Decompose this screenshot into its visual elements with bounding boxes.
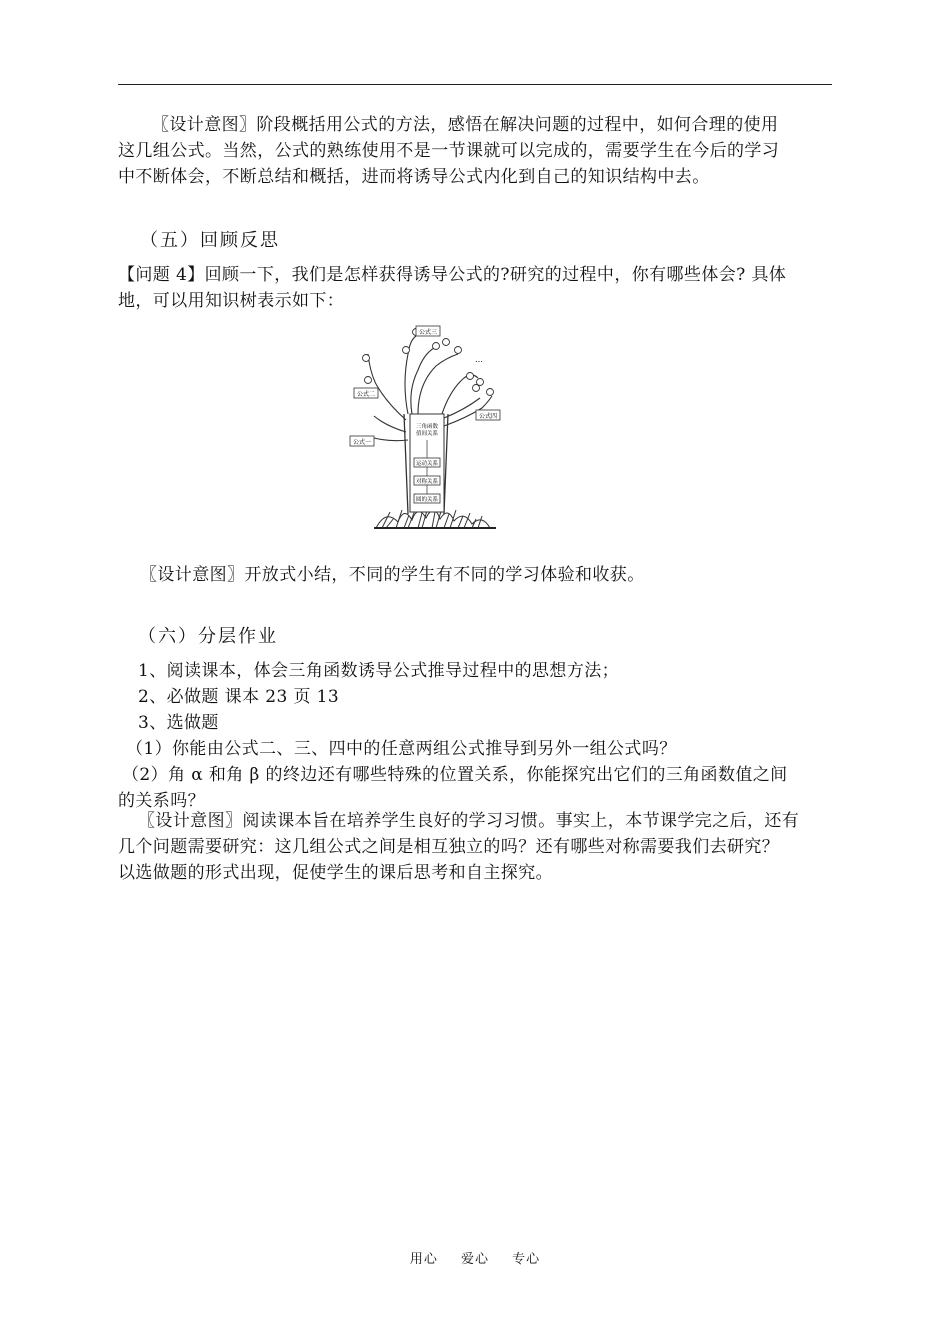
section-heading-review: （五）回顾反思 [140,230,280,251]
text-line: 〖设计意图〗阶段概括用公式的方法，感悟在解决问题的过程中，如何合理的使用 [152,115,779,135]
text-line: 几个问题需要研究：这几组公式之间是相互独立的吗？还有哪些对称需要我们去研究？ [118,837,780,857]
tree-leaves [363,329,494,396]
list-item: 3、选做题 [138,713,219,733]
text-line: 以选做题的形式出现，促使学生的课后思考和自主探究。 [118,863,553,883]
page-footer [0,1248,950,1267]
text-line: 地，可以用知识树表示如下： [118,291,345,311]
homework-list [118,658,834,814]
trunk-box-3-label: 圆的关系 [415,497,439,503]
question-4-paragraph [118,262,834,314]
trunk-top-label-2: 值间关系 [415,431,439,437]
more-ellipsis: … [475,355,483,364]
formula-2-label: 公式二 [356,391,376,398]
knowledge-tree-figure [346,314,510,534]
formula-4-label: 公式四 [478,413,498,420]
list-item: （1）你能由公式二、三、四中的任意两组公式推导到另外一组公式吗？ [126,739,677,759]
text-line: 【问题 4】回顾一下，我们是怎样获得诱导公式的?研究的过程中，你有哪些体会? 具体 [118,265,787,285]
list-item: （2）角 α 和角 β 的终边还有哪些特殊的位置关系，你能探究出它们的三角函数值之间 [122,765,788,785]
list-item: 的关系吗？ [118,791,205,811]
text-line: 中不断体会，不断总结和概括，进而将诱导公式内化到自己的知识结构中去。 [118,167,710,187]
design-intent-paragraph-1 [118,112,834,190]
list-item: 2、必做题 课本 23 页 13 [138,687,340,707]
section-heading-homework: （六）分层作业 [138,626,278,647]
trunk-box-2-label: 对称关系 [415,479,439,485]
formula-3-label: 公式三 [418,329,438,336]
header-rule [118,84,832,85]
footer-item: 爱心 [460,1252,489,1267]
text-line: 这几组公式。当然，公式的熟练使用不是一节课就可以完成的，需要学生在今后的学习 [118,141,780,161]
list-item: 1、阅读课本，体会三角函数诱导公式推导过程中的思想方法； [138,661,620,681]
trunk-box-1-label: 运动关系 [415,461,439,467]
footer-item: 专心 [512,1252,541,1267]
text-line: 〖设计意图〗开放式小结，不同的学生有不同的学习体验和收获。 [140,565,645,585]
design-intent-paragraph-3 [118,808,834,886]
design-intent-paragraph-2 [118,562,834,588]
text-line: 〖设计意图〗阅读课本旨在培养学生良好的学习习惯。事实上，本节课学完之后，还有 [138,811,800,831]
trunk-top-label-1: 三角函数 [415,424,439,430]
formula-1-label: 公式一 [352,439,372,446]
footer-item: 用心 [409,1252,438,1267]
